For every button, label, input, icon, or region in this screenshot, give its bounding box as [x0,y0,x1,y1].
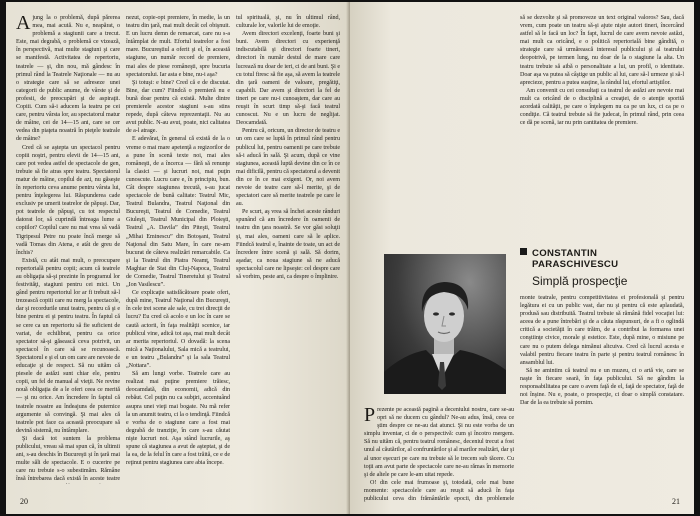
paragraph: Şi dacă tot suntem la problema publicului, vreau să mai spun că, în ultimii ani, s-au deschis în Bucureşti şi în ţară mai multe săli de spectacole. E o cucerire pe care nu trebuie s-o subestimăm. Rămâne însă întrebarea dacă există în aceste teatre [16,435,120,483]
drop-cap: P [364,406,376,426]
author-portrait-photo [384,254,506,394]
paragraph: Pe scurt, aş vrea să închei aceste rânduri spunând că am încredere în oamenii de teatru din ţara noastră. Se vor găsi soluţii şi, mai ales, oameni care să le aplice. Fiindcă teatrul e, înainte de toate, un act de încredere între scenă şi sală. Să dorim, aşadar, ca noua stagiune să ne aducă spectacolul care ne lipseşte: cel despre care să vorbim, peste ani, ca despre o împlinire. [236,209,340,280]
left-column-3 [236,14,340,484]
paragraph: Am convenit cu cei consultaţi ca teatrul de astăzi are nevoie mai mult ca oricând de o disciplină a creaţiei, de o atenţie sporită acordată calităţii, pe care o înţelegem nu ca pe un lux, ci ca pe o condiţie. Că teatrul trebuie să fie judecat, în primul rând, prin ceea ce dă pe scenă, iar nu prin cantitatea de premiere. [520,87,684,127]
bullet-square-icon [520,248,527,255]
paragraph: Există, cu atât mai mult, o preocupare repertorială pentru copii; acum că teatrele au obligaţia să-şi prezinte în programul lor festivităţi, stagiuni pentru cei mici. Un gând pentru repertoriul lor ar fi trebuit să-l trezească copiii care nu merg la spectacole, dar şi recordurile unui teatru, pentru că şi e bine pentru ei şi pentru teatru. În faptul că se cere ca un repertoriu să fie suficient de variat, de echilibrat, pentru ca orice spectator să-şi găsească ceva potrivit, un spectacol în care să se recunoască. Spectatorul e şi el un om care are nevoie de educaţie şi de respect. Să nu uităm că piesele de astăzi sunt chiar ele, pentru copii, un fel de manual al vieţii. Ne revine nouă obligaţia de a le oferi ceea ce merită — şi nu orice. Am încredere în faptul că teatrele noastre au îndeajuns de puternice argumente să convingă. Şi mai ales că teatrele pot face ca această preocupare să devină sistemă, nu întâmplare. [16,257,120,434]
article-title: Simplă prospecţie [532,274,628,288]
right-top-column [520,14,684,234]
paragraph: E adevărat, în general că există de la o vreme o mai mare apetenţă a regizorilor de a pune în scenă texte noi, mai ales româneşti, de a încerca — fără să renunţe la clasici — şi lucruri noi, mai puţin cunoscute. Lucru care e, în principiu, bun. Cât despre stagiunea trecută, s-au jucat spectacole de bună calitate: Teatrul Mic, Teatrul Bulandra, Teatrul Naţional din Bucureşti, Teatrul de Comedie, Teatrul Giuleşti, Teatrul Municipal din Ploieşti, Teatrul „A. Davila” din Piteşti, Teatrul „Mihai Eminescu” din Botoşani, Teatrul Naţional din Satu Mare, în care ne-am bucurat de câteva realizări remarcabile. Ca şi la Teatrul din Piatra Neamţ, Teatrul Maghiar de Stat din Cluj-Napoca, Teatrul de Comedie, Teatrul Tineretului şi Teatrul „Ion Vasilescu”. [126,136,230,289]
paragraph: tul spirituală, şi, nu în ultimul rând, culturale lor, valorile lui de emoţie. [236,15,340,30]
paragraph: rezente pe această pagină a deceniului nostru, care se-au opri să ne ducem cu gândul? Ne-au adus, însă, ceea ce ştim despre ce ne-au dat atunci. Şi nu este vorba de un simplu inventar, ci de o perspectivă: cum şi încotro mergem. Să nu uităm că, pentru teatrul românesc, deceniul trecut a fost unul al căutărilor, al confruntărilor şi al marilor realizări, dar şi al unor eşecuri pe care nu trebuie să le trecem sub tăcere. Cu toţii am avut parte de spectacole care ne-au rămas în memorie şi de altele pe care le-am uitat repede. [364,407,514,478]
paragraph: Să ne amintim că teatrul nu e un muzeu, ci o artă vie, care se naşte în fiecare seară, în faţa publicului. Să ne gândim la responsabilitatea pe care o avem faţă de el, faţă de spectator, faţă de noi înşine. Nu e, poate, o prospecţie, ci doar o simplă constatare. Dar de la ea trebuie să pornim. [520,367,684,407]
paragraph: Pentru că, oricum, un director de teatru e un om care se luptă în primul rând pentru publicul lui, pentru oamenii pe care trebuie să-i aducă în sală. Şi acum, după ce vine stagiunea, această luptă devine din ce în ce mai dificilă, pentru că spectatorul a devenit din ce în ce mai exigent. Or, noi avem nevoie de teatre care să-l merite, şi de spectatori care să merite teatrele pe care le au. [236,128,340,208]
paragraph: Ce explicaţie satisfăcătoare poate oferi, după mine, Teatrul Naţional din Bucureşti, în cele trei scene ale sale, cu trei direcţii de lucru? Eu cred că acolo e un loc în care se caută actorii, în faţa realităţii scenice, iar publicul vine, adică tot aşa, mai mult decât ar merita repertoriul. O dovadă: la scena mică a Naţionalului, Sala mică a teatrului, e un teatru „Bulandra” și la sala Teatrul „Nottara”. [126,290,230,370]
author-name-line2: PARASCHIVESCU [532,259,619,270]
paragraph: Şi totuşi: e bine? Cred că e de discutat. Bine, dar cum? Fiindcă o premieră nu e bună doar pentru că există. Multe dintre premierele acestor stagiuni s-au stins repede, după câteva reprezentaţii. Nu au avut public. N-au avut, poate, nici calitatea de a-l atrage. [126,79,230,135]
page-number: 21 [672,497,680,506]
paragraph: Avem directori excelenţi, foarte buni şi buni. Avem directori cu experienţă indiscutabilă şi directori foarte tineri, directori în număr destul de mare care lucrează nu doar de ieri, ci de ani buni. Şi e cu totul firesc să fie aşa, să avem la teatrele din ţară oameni de valoare, pregătiţi, capabili. Dar avem şi directori la fel de tineri pe care nu-i cunoaştem, dar care au reuşit în scurt timp să-şi facă teatrul cunoscut. Nu e un lucru de neglijat. Deocamdată. [236,31,340,127]
right-bottom-column-1 [364,406,514,502]
drop-cap: A [16,14,31,34]
paragraph: nezut, copie-opt premiere, în medie, la un teatru din ţară, mai mult decât cel obişnuit. E un lucru demn de remarcat, care nu s-a întâmplat de mult. Efortul teatrelor a fost mare. Bucureştiul a oferit şi el, în această stagiune, un număr record de premiere, mai ales de piese româneşti, spre bucuria spectatorului. Iar asta e bine, nu-i aşa? [126,15,230,78]
paragraph: Cred că se aştepta un spectacol pentru copiii noştri, pentru elevii de 14—15 ani, care pot vedea astfel de spectacole de gen, trebuie să fie atras spre teatru. Spectatorul matur de mâine, copilul de azi, nu găseşte în repertoriu ceva anume pentru vârsta lui, pentru înţelegerea lui. Răspunderea cade exclusiv pe umerii teatrelor de păpuşi. Dar, pot teatrele de păpuşi, cu tot respectul datorat lor, să cuprindă întreaga lume a copiilor? Copilul care nu mai vrea să vadă Tigripesul Petre nu poate încă merge să vadă Tomas din Atena, e atât de greu de închis? [16,144,120,256]
author-name: CONSTANTIN [520,248,690,259]
paragraph: jung la o problemă, după părerea mea, mai acută. Nu e, neapărat, o problemă a stagiunii care a trecut. Este, mai degrabă, o problemă ce vizează, în perspectivă, mai multe stagiuni şi care se manifestă. Activitatea de repertoriu, teatrele — şi, din nou, mă gândesc în primul rând la Teatrele Naţionale — nu au o strategie care să se adreseze unei categorii de public anume, de vârste şi de profesii, de preocupări şi de aspiraţii. Copiii. Cum să-i aducem la teatru pe cei care, pentru vârsta lor, au spectatorul matur de mâine, cei de 14—15 ani, care se cer vedea din piaţeta noastră în pieţele teatrale de mâine? [16,15,120,143]
portrait-silhouette-icon [384,254,506,394]
paragraph: monte teatrale, pentru competitivitatea ei profesională şi pentru legătura ei cu un public vast, dar nu şi pentru că este aplaudată, produsă sau distribuită. Teatrul trebuie să rămână fidel vocaţiei lui: aceea de a pune întrebări şi de a căuta răspunsuri, de a fi o oglindă critică a societăţii în care trăim, de a contribui la formarea unei conştiinţe civice, morale şi estetice. Este, după mine, o misiune pe care nu o putem delega nimănui altcuiva. Cred că lucrul acesta e valabil pentru fiecare teatru în parte şi pentru teatrul românesc în ansamblul lui. [520,295,684,366]
page-number: 20 [20,497,28,506]
paragraph: O! din cele mai frumoase şi, totodată, cele mai bune momente: spectacolele care au reuşit să aducă în faţa publicului ceva din frământările epocii, din problemele [364,479,514,502]
left-column-2 [126,14,230,484]
left-column-1 [16,14,120,484]
paragraph: Să am lungi vorbe. Teatrele care au realizat mai puţine premiere trăiesc, deocamdată, din economii, adică din rebăut. Cel puţin nu ca subţiri, accentuând asupra unei vieţi mai bogate. Nu mă refer la un anumit teatru, ci la o tendinţă. Fiindcă e vorba de o stagiune care a fost mai degrabă de tranziţie, în care s-au căutat nişte lucruri noi. Aşa stând lucrurile, aş spune că stagiunea a avut de aşteptat, şi de la ea, de la felul în care a fost trăită, ce e de reţinut pentru stagiunea care abia începe. [126,371,230,467]
left-page [6,2,350,514]
article-header [520,248,690,288]
right-bottom-column-2 [520,294,684,490]
right-page [350,2,694,514]
paragraph: să se dezvolte şi să promoveze un text original valoros? Sau, dacă vrem, cum poate un teatru să-şi ajute nişte autori tineri, încercând astfel să le facă un loc? În fapt, lucrul de care avem nevoie astăzi, mai mult ca oricând, e o politică repertorială bine gândită, o strategie care să urmărească interesul publicului şi al teatrului deopotrivă, pe termen lung, nu doar de la o stagiune la alta. Un teatru trebuie să aibă o personalitate a lui, un profil, o identitate. Doar aşa va putea să câştige un public al lui, care să-l urmeze şi să-l aprecieze, pentru a putea susţine, la rândul lui, efortul artiştilor. [520,15,684,86]
